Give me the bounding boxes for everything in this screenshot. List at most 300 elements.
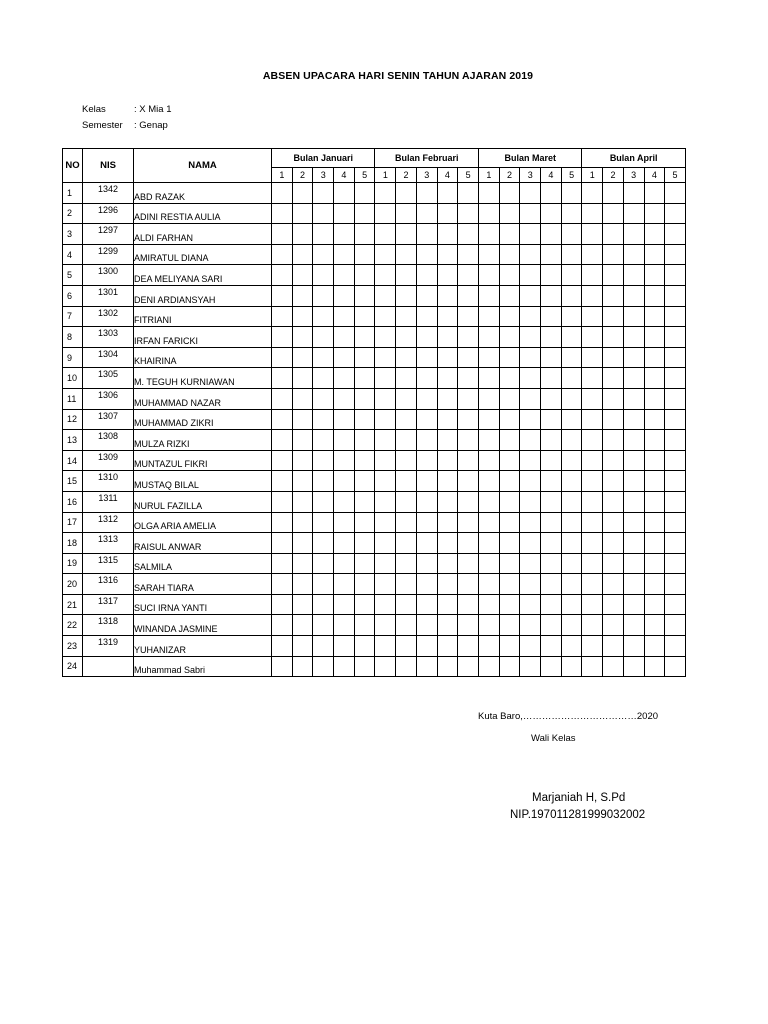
attendance-cell	[313, 285, 334, 306]
attendance-cell	[499, 656, 520, 677]
attendance-cell	[416, 368, 437, 389]
attendance-cell	[334, 306, 355, 327]
attendance-cell	[478, 430, 499, 451]
attendance-cell	[478, 533, 499, 554]
row-no: 7	[63, 306, 83, 327]
attendance-cell	[499, 265, 520, 286]
table-row	[63, 553, 686, 574]
attendance-cell	[603, 244, 624, 265]
attendance-cell	[541, 430, 562, 451]
attendance-cell	[665, 512, 686, 533]
attendance-cell	[582, 306, 603, 327]
semester-line	[82, 120, 168, 131]
attendance-cell	[292, 471, 313, 492]
attendance-cell	[354, 574, 375, 595]
attendance-cell	[623, 306, 644, 327]
attendance-cell	[396, 471, 417, 492]
attendance-cell	[334, 656, 355, 677]
attendance-cell	[313, 491, 334, 512]
row-nama-cell	[134, 388, 272, 409]
row-nis-cell	[83, 491, 134, 512]
attendance-cell	[334, 285, 355, 306]
attendance-cell	[603, 327, 624, 348]
attendance-cell	[354, 471, 375, 492]
attendance-cell	[644, 224, 665, 245]
attendance-cell	[272, 183, 293, 204]
row-nis: 1317	[97, 595, 119, 606]
attendance-cell	[354, 244, 375, 265]
row-no: 2	[63, 203, 83, 224]
header-day: 5	[561, 168, 582, 183]
attendance-cell	[375, 471, 396, 492]
attendance-cell	[541, 512, 562, 533]
attendance-cell	[623, 265, 644, 286]
attendance-cell	[561, 430, 582, 451]
attendance-cell	[458, 512, 479, 533]
attendance-cell	[458, 450, 479, 471]
attendance-cell	[623, 471, 644, 492]
attendance-cell	[396, 656, 417, 677]
attendance-cell	[665, 450, 686, 471]
attendance-cell	[458, 224, 479, 245]
attendance-cell	[313, 450, 334, 471]
attendance-cell	[499, 203, 520, 224]
attendance-cell	[354, 656, 375, 677]
attendance-cell	[375, 636, 396, 657]
attendance-cell	[582, 512, 603, 533]
signature-nip: NIP.197011281999032002	[510, 809, 646, 821]
attendance-cell	[375, 368, 396, 389]
attendance-cell	[396, 203, 417, 224]
table-row	[63, 244, 686, 265]
row-nama: AMIRATUL DIANA	[134, 253, 209, 264]
attendance-cell	[396, 409, 417, 430]
attendance-cell	[354, 327, 375, 348]
row-no: 13	[63, 430, 83, 451]
attendance-cell	[644, 327, 665, 348]
row-no: 5	[63, 265, 83, 286]
row-nis: 1311	[98, 492, 118, 503]
attendance-cell	[603, 265, 624, 286]
attendance-cell	[541, 594, 562, 615]
attendance-cell	[665, 615, 686, 636]
attendance-cell	[292, 636, 313, 657]
attendance-cell	[292, 306, 313, 327]
table-row	[63, 512, 686, 533]
attendance-cell	[354, 224, 375, 245]
attendance-cell	[665, 574, 686, 595]
attendance-cell	[665, 594, 686, 615]
table-row	[63, 265, 686, 286]
attendance-cell	[334, 183, 355, 204]
attendance-cell	[582, 347, 603, 368]
attendance-cell	[354, 265, 375, 286]
attendance-cell	[458, 656, 479, 677]
header-day: 2	[603, 168, 624, 183]
attendance-cell	[416, 347, 437, 368]
attendance-cell	[375, 553, 396, 574]
row-no: 21	[63, 594, 83, 615]
attendance-cell	[437, 306, 458, 327]
row-nama-cell	[134, 203, 272, 224]
attendance-cell	[272, 306, 293, 327]
attendance-cell	[499, 347, 520, 368]
header-day: 2	[396, 168, 417, 183]
attendance-cell	[623, 327, 644, 348]
attendance-cell	[416, 512, 437, 533]
attendance-cell	[603, 615, 624, 636]
attendance-cell	[623, 347, 644, 368]
attendance-cell	[603, 183, 624, 204]
row-nis-cell	[83, 553, 134, 574]
row-nama-cell	[134, 512, 272, 533]
attendance-cell	[603, 285, 624, 306]
header-day: 2	[292, 168, 313, 183]
attendance-cell	[644, 409, 665, 430]
attendance-cell	[354, 306, 375, 327]
attendance-cell	[561, 409, 582, 430]
attendance-cell	[644, 203, 665, 224]
row-nama: SARAH TIARA	[134, 582, 194, 593]
semester-label: Semester	[82, 120, 123, 131]
row-nis-cell	[83, 636, 134, 657]
attendance-cell	[603, 656, 624, 677]
attendance-cell	[499, 409, 520, 430]
attendance-cell	[561, 203, 582, 224]
attendance-cell	[582, 327, 603, 348]
attendance-cell	[520, 409, 541, 430]
attendance-cell	[375, 224, 396, 245]
attendance-cell	[623, 553, 644, 574]
attendance-cell	[272, 656, 293, 677]
attendance-cell	[458, 594, 479, 615]
attendance-cell	[437, 491, 458, 512]
attendance-cell	[582, 471, 603, 492]
attendance-cell	[582, 636, 603, 657]
attendance-cell	[396, 327, 417, 348]
attendance-cell	[396, 512, 417, 533]
row-nama-cell	[134, 636, 272, 657]
attendance-cell	[313, 615, 334, 636]
attendance-cell	[458, 203, 479, 224]
attendance-cell	[603, 347, 624, 368]
attendance-cell	[541, 224, 562, 245]
attendance-cell	[665, 285, 686, 306]
attendance-cell	[458, 533, 479, 554]
attendance-cell	[272, 553, 293, 574]
row-nama: MUSTAQ BILAL	[134, 479, 199, 490]
row-no: 18	[63, 533, 83, 554]
attendance-cell	[665, 553, 686, 574]
signature-name: Marjaniah H, S.Pd	[532, 792, 626, 804]
attendance-cell	[561, 347, 582, 368]
attendance-cell	[603, 491, 624, 512]
attendance-cell	[561, 327, 582, 348]
attendance-cell	[416, 636, 437, 657]
attendance-cell	[623, 491, 644, 512]
row-nis: 1316	[97, 575, 119, 586]
attendance-cell	[623, 430, 644, 451]
attendance-cell	[541, 656, 562, 677]
attendance-cell	[437, 471, 458, 492]
attendance-cell	[437, 183, 458, 204]
row-nis-cell	[83, 327, 134, 348]
table-row	[63, 388, 686, 409]
attendance-cell	[437, 203, 458, 224]
attendance-cell	[582, 224, 603, 245]
attendance-cell	[354, 347, 375, 368]
attendance-cell	[437, 347, 458, 368]
table-row	[63, 471, 686, 492]
attendance-cell	[603, 574, 624, 595]
attendance-cell	[375, 265, 396, 286]
row-nama-cell	[134, 285, 272, 306]
attendance-cell	[478, 512, 499, 533]
kelas-label: Kelas	[82, 104, 106, 115]
attendance-cell	[334, 347, 355, 368]
row-no: 15	[63, 471, 83, 492]
attendance-cell	[292, 285, 313, 306]
attendance-cell	[623, 409, 644, 430]
row-nis: 1313	[97, 534, 119, 545]
table-row	[63, 615, 686, 636]
header-month: Bulan Maret	[478, 149, 581, 168]
attendance-cell	[541, 574, 562, 595]
row-nis-cell	[83, 224, 134, 245]
attendance-cell	[334, 471, 355, 492]
attendance-cell	[375, 430, 396, 451]
header-day: 4	[334, 168, 355, 183]
row-no: 12	[63, 409, 83, 430]
attendance-cell	[416, 388, 437, 409]
row-no: 11	[63, 388, 83, 409]
attendance-cell	[416, 430, 437, 451]
attendance-cell	[520, 471, 541, 492]
attendance-cell	[375, 533, 396, 554]
row-nis-cell	[83, 203, 134, 224]
attendance-cell	[478, 636, 499, 657]
attendance-cell	[478, 183, 499, 204]
row-nama-cell	[134, 183, 272, 204]
attendance-cell	[499, 491, 520, 512]
attendance-cell	[272, 347, 293, 368]
attendance-cell	[603, 594, 624, 615]
attendance-cell	[437, 594, 458, 615]
attendance-cell	[665, 203, 686, 224]
attendance-cell	[396, 574, 417, 595]
row-nama: ADINI RESTIA AULIA	[134, 212, 221, 223]
attendance-cell	[644, 533, 665, 554]
attendance-cell	[375, 409, 396, 430]
row-nis-cell	[83, 533, 134, 554]
attendance-cell	[334, 368, 355, 389]
row-nis: 1301	[97, 286, 119, 297]
attendance-cell	[499, 533, 520, 554]
attendance-cell	[499, 471, 520, 492]
attendance-cell	[541, 244, 562, 265]
attendance-cell	[603, 430, 624, 451]
attendance-cell	[334, 512, 355, 533]
attendance-cell	[603, 388, 624, 409]
row-nama: NURUL FAZILLA	[134, 500, 203, 511]
attendance-cell	[292, 224, 313, 245]
table-row	[63, 636, 686, 657]
header-month: Bulan Februari	[375, 149, 479, 168]
row-nis: 1305	[97, 369, 119, 380]
attendance-cell	[520, 265, 541, 286]
attendance-cell	[520, 656, 541, 677]
attendance-cell	[644, 491, 665, 512]
attendance-cell	[499, 615, 520, 636]
attendance-cell	[499, 388, 520, 409]
attendance-cell	[375, 574, 396, 595]
attendance-cell	[272, 512, 293, 533]
attendance-cell	[541, 285, 562, 306]
attendance-cell	[458, 388, 479, 409]
attendance-cell	[541, 450, 562, 471]
attendance-cell	[520, 368, 541, 389]
attendance-cell	[354, 636, 375, 657]
attendance-cell	[416, 656, 437, 677]
attendance-cell	[396, 244, 417, 265]
attendance-cell	[582, 265, 603, 286]
attendance-cell	[644, 450, 665, 471]
attendance-cell	[520, 594, 541, 615]
attendance-cell	[603, 553, 624, 574]
table-row	[63, 430, 686, 451]
attendance-cell	[292, 244, 313, 265]
attendance-cell	[644, 368, 665, 389]
attendance-cell	[334, 636, 355, 657]
row-nis: 1304	[97, 348, 119, 359]
row-nama: YUHANIZAR	[134, 644, 187, 655]
attendance-cell	[272, 615, 293, 636]
attendance-cell	[520, 636, 541, 657]
attendance-cell	[644, 430, 665, 451]
attendance-cell	[541, 347, 562, 368]
attendance-cell	[458, 471, 479, 492]
attendance-cell	[272, 244, 293, 265]
attendance-cell	[520, 533, 541, 554]
attendance-cell	[292, 512, 313, 533]
attendance-cell	[416, 183, 437, 204]
attendance-cell	[437, 553, 458, 574]
attendance-cell	[272, 636, 293, 657]
attendance-cell	[292, 450, 313, 471]
row-nama: MUHAMMAD NAZAR	[134, 397, 221, 408]
attendance-cell	[644, 265, 665, 286]
attendance-cell	[416, 574, 437, 595]
semester-value: : Genap	[134, 120, 168, 131]
row-nis: 1296	[97, 204, 119, 215]
attendance-cell	[644, 306, 665, 327]
attendance-cell	[437, 368, 458, 389]
attendance-cell	[292, 656, 313, 677]
attendance-cell	[272, 327, 293, 348]
attendance-cell	[375, 285, 396, 306]
attendance-cell	[292, 430, 313, 451]
row-nis: 1310	[97, 472, 119, 483]
attendance-cell	[665, 409, 686, 430]
attendance-cell	[272, 430, 293, 451]
attendance-cell	[665, 224, 686, 245]
attendance-cell	[437, 636, 458, 657]
row-nis: 1308	[97, 431, 119, 442]
attendance-cell	[396, 183, 417, 204]
header-day: 3	[520, 168, 541, 183]
attendance-cell	[561, 450, 582, 471]
attendance-cell	[499, 553, 520, 574]
attendance-cell	[478, 203, 499, 224]
attendance-cell	[313, 471, 334, 492]
attendance-cell	[665, 636, 686, 657]
row-nama-cell	[134, 265, 272, 286]
attendance-cell	[561, 306, 582, 327]
row-nama-cell	[134, 471, 272, 492]
attendance-cell	[644, 636, 665, 657]
attendance-cell	[561, 224, 582, 245]
attendance-cell	[292, 368, 313, 389]
attendance-cell	[665, 183, 686, 204]
row-nama-cell	[134, 553, 272, 574]
attendance-cell	[354, 615, 375, 636]
attendance-cell	[416, 265, 437, 286]
attendance-cell	[520, 306, 541, 327]
attendance-cell	[644, 594, 665, 615]
attendance-cell	[334, 388, 355, 409]
kelas-value: : X Mia 1	[134, 104, 172, 115]
attendance-cell	[623, 368, 644, 389]
attendance-cell	[541, 203, 562, 224]
row-nama-cell	[134, 244, 272, 265]
row-nama-cell	[134, 615, 272, 636]
attendance-cell	[478, 574, 499, 595]
attendance-cell	[561, 183, 582, 204]
attendance-cell	[354, 491, 375, 512]
header-day: 2	[499, 168, 520, 183]
row-nis-cell	[83, 368, 134, 389]
attendance-cell	[478, 409, 499, 430]
row-nama-cell	[134, 533, 272, 554]
row-nis: 1307	[97, 410, 119, 421]
attendance-cell	[416, 615, 437, 636]
attendance-cell	[603, 224, 624, 245]
attendance-cell	[396, 450, 417, 471]
attendance-cell	[375, 347, 396, 368]
attendance-cell	[313, 306, 334, 327]
attendance-cell	[520, 388, 541, 409]
attendance-cell	[354, 594, 375, 615]
header-day: 4	[644, 168, 665, 183]
attendance-cell	[582, 368, 603, 389]
attendance-cell	[561, 553, 582, 574]
attendance-cell	[313, 553, 334, 574]
attendance-cell	[334, 615, 355, 636]
attendance-cell	[416, 224, 437, 245]
attendance-cell	[499, 574, 520, 595]
table-row	[63, 306, 686, 327]
attendance-cell	[561, 285, 582, 306]
attendance-cell	[478, 553, 499, 574]
header-day: 3	[416, 168, 437, 183]
attendance-cell	[396, 285, 417, 306]
attendance-cell	[665, 656, 686, 677]
attendance-cell	[437, 656, 458, 677]
row-nama: MUNTAZUL FIKRI	[134, 459, 208, 470]
attendance-cell	[478, 285, 499, 306]
attendance-cell	[272, 533, 293, 554]
row-nama: WINANDA JASMINE	[134, 624, 218, 635]
